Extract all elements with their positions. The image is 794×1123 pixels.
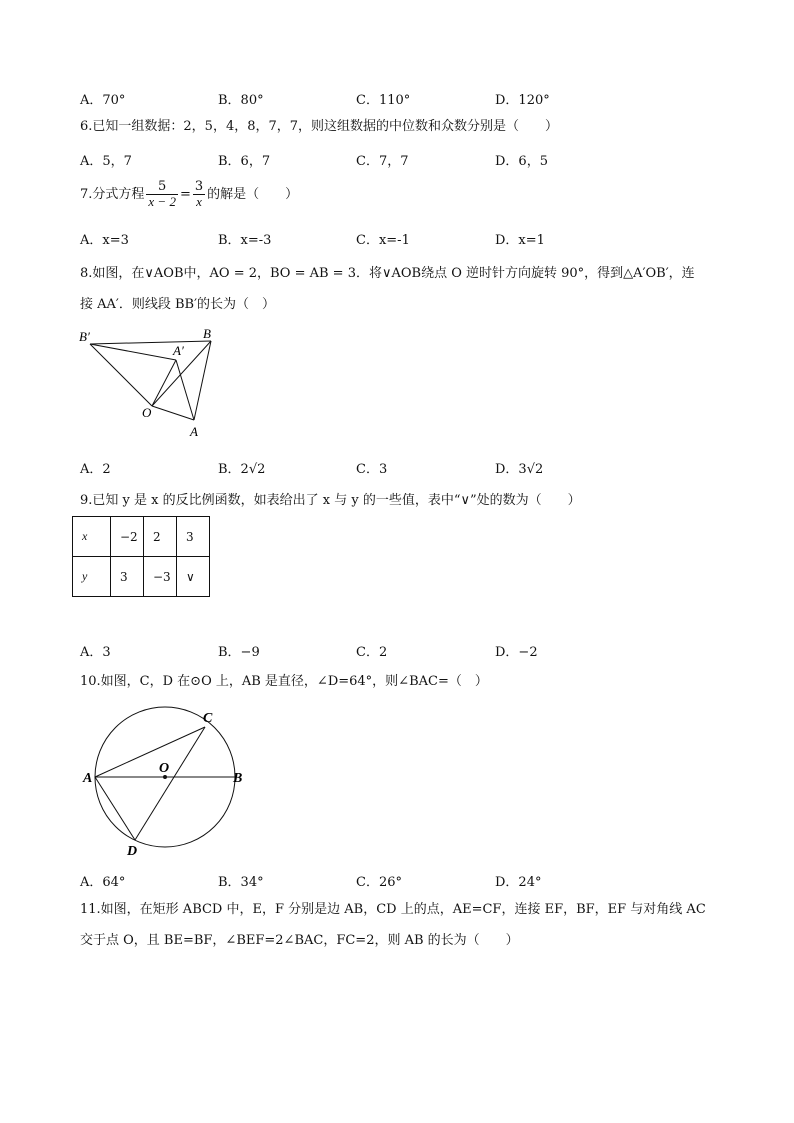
q7-option-b[interactable]: B．x=-3 [218,233,272,248]
q7-suffix: 的解是（ ） [207,187,299,202]
q9-option-a[interactable]: A．3 [80,645,111,660]
q11-stem-line2: 交于点 O，且 BE=BF，∠BEF=2∠BAC，FC=2，则 AB 的长为（ ） [80,933,519,948]
table-cell: −3 [144,557,177,597]
q6-option-a[interactable]: A．5，7 [80,154,132,169]
q7-prefix: 7.分式方程 [80,187,145,202]
table-cell: 2 [144,517,177,557]
q5-option-b[interactable]: B．80° [218,93,264,108]
q8-stem-line2: 接 AA′．则线段 BB′的长为（ ） [80,297,276,312]
q8-option-b[interactable]: B．2√2 [218,462,266,477]
q10-label-o: O [159,761,170,776]
q8-option-c[interactable]: C．3 [356,462,388,477]
q5-option-a[interactable]: A．70° [80,93,126,108]
q7-frac1-denominator: x − 2 [148,194,176,209]
table-cell: x [73,517,111,557]
q8-options [80,458,640,476]
q9-option-b[interactable]: B．−9 [218,645,260,660]
q6-option-c[interactable]: C．7，7 [356,154,409,169]
q7-equals: = [179,187,191,202]
q10-option-a[interactable]: A．64° [80,875,126,890]
q11-stem-line1: 11.如图，在矩形 ABCD 中，E，F 分别是边 AB，CD 上的点，AE=CF，连接 EF，BF，EF 与对角线 AC [80,902,706,917]
q7-fraction-2 [193,180,205,209]
q9-option-c[interactable]: C．2 [356,645,388,660]
q10-label-c: C [203,711,213,726]
q6-options [80,150,640,168]
q7-frac1-numerator: 5 [146,180,178,195]
q7-stem [80,178,298,212]
q10-label-b: B [233,771,243,786]
table-cell: 3 [111,557,144,597]
q6-option-d[interactable]: D．6，5 [495,154,548,169]
q9-value-table [72,516,210,597]
q10-option-d[interactable]: D．24° [495,875,542,890]
q7-frac2-denominator: x [196,194,202,209]
q10-stem: 10.如图，C，D 在⊙O 上，AB 是直径，∠D=64°，则∠BAC=（ ） [80,674,488,689]
q8-option-d[interactable]: D．3√2 [495,462,544,477]
q8-rotation-figure [76,324,226,442]
q8-label-o: O [142,405,152,420]
q7-option-a[interactable]: A．x=3 [80,233,129,248]
q10-label-d: D [127,844,138,858]
q10-option-c[interactable]: C．26° [356,875,402,890]
q8-stem-line1: 8.如图，在∨AOB中，AO = 2，BO = AB = 3．将∨AOB绕点 O 逆时针方向旋转 90°，得到△A′OB′，连 [80,266,695,281]
q8-label-a-prime: A′ [173,343,184,358]
q8-label-a: A [190,424,198,439]
q7-fraction-1 [146,180,178,209]
q5-options [80,89,640,107]
q5-option-d[interactable]: D．120° [495,93,550,108]
table-cell: y [73,557,111,597]
q9-stem: 9.已知 y 是 x 的反比例函数，如表给出了 x 与 y 的一些值，表中“∨”处的数为（ ） [80,493,581,508]
table-cell: ∨ [177,557,210,597]
q7-options [80,229,640,247]
q5-option-c[interactable]: C．110° [356,93,411,108]
q8-option-a[interactable]: A．2 [80,462,111,477]
q9-option-d[interactable]: D．−2 [495,645,538,660]
q10-option-b[interactable]: B．34° [218,875,264,890]
q6-stem: 6.已知一组数据：2，5，4，8，7，7，则这组数据的中位数和众数分别是（ ） [80,119,559,134]
table-cell: 3 [177,517,210,557]
q10-circle-figure [80,706,255,858]
q8-label-b-prime: B′ [79,329,90,344]
table-cell: −2 [111,517,144,557]
q9-options [80,641,640,659]
q6-option-b[interactable]: B．6，7 [218,154,271,169]
q10-options [80,871,640,889]
q7-frac2-numerator: 3 [194,179,204,194]
q7-option-c[interactable]: C．x=-1 [356,233,410,248]
table-row [73,557,210,597]
q7-option-d[interactable]: D．x=1 [495,233,545,248]
q8-label-b: B [203,326,211,341]
q10-label-a: A [83,771,93,786]
table-row [73,517,210,557]
